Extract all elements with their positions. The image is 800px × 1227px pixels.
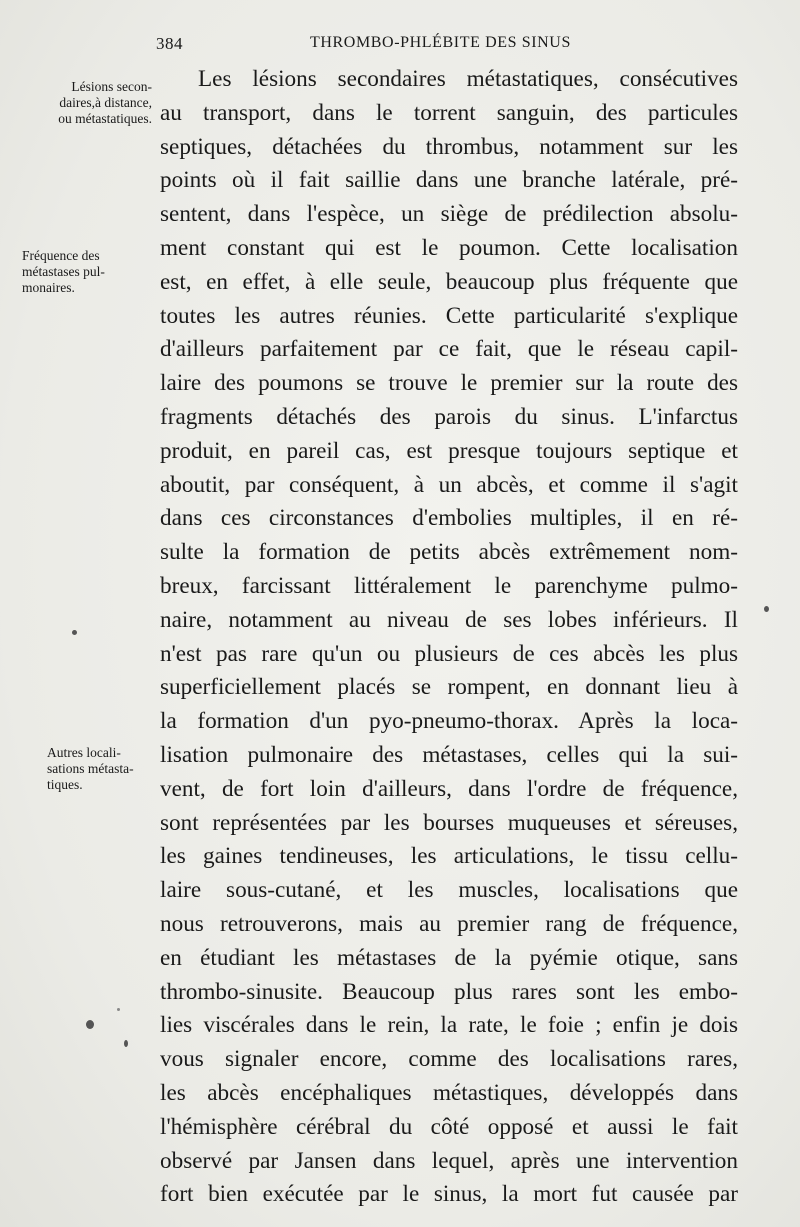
text-line: nous retrouverons, mais au premier rang de fréquence, — [160, 910, 738, 937]
body-paragraph — [160, 63, 738, 1212]
margin-note-line: daires,à distance, — [59, 95, 152, 110]
margin-note-line: Fréquence des — [22, 248, 100, 263]
margin-note-other-localisations — [47, 745, 175, 793]
page-number: 384 — [156, 34, 183, 53]
text-line: d'ailleurs parfaitement par ce fait, que le réseau capil- — [160, 336, 738, 363]
text-line: thrombo-sinusite. Beaucoup plus rares sont les embo- — [160, 978, 738, 1005]
text-line: lies viscérales dans le rein, la rate, le foie ; enfin je dois — [160, 1012, 738, 1039]
text-line: l'hémisphère cérébral du côté opposé et aussi le fait — [160, 1113, 738, 1140]
text-line: observé par Jansen dans lequel, après une intervention — [160, 1147, 738, 1174]
text-line: est, en effet, à elle seule, beaucoup plus fréquente que — [160, 268, 738, 295]
text-line: points où il fait saillie dans une branche latérale, pré- — [160, 167, 738, 194]
ink-speck — [124, 1040, 128, 1047]
text-line: lisation pulmonaire des métastases, celles qui la sui- — [160, 741, 738, 768]
text-line: toutes les autres réunies. Cette particularité s'explique — [160, 302, 738, 329]
ink-speck — [86, 1020, 94, 1029]
running-title: THROMBO-PHLÉBITE DES SINUS — [310, 34, 571, 51]
text-line: Les lésions secondaires métastatiques, consécutives — [198, 66, 738, 92]
margin-note-line: métastases pul- — [22, 264, 105, 279]
text-line: naire, notamment au niveau de ses lobes inférieurs. Il — [160, 606, 738, 633]
text-line: vous signaler encore, comme des localisations rares, — [160, 1046, 738, 1073]
margin-note-line: Lésions secon- — [71, 79, 152, 94]
text-line: laire sous-cutané, et les muscles, localisations que — [160, 877, 738, 904]
margin-note-line: sations métasta- — [47, 761, 134, 776]
text-line: aboutit, par conséquent, à un abcès, et comme il s'agit — [160, 471, 738, 498]
text-line: la formation d'un pyo-pneumo-thorax. Après la loca- — [160, 708, 738, 735]
text-line: vent, de fort loin d'ailleurs, dans l'ordre de fréquence, — [160, 775, 738, 802]
text-line: fragments détachés des parois du sinus. L'infarctus — [160, 403, 738, 430]
text-line: les abcès encéphaliques métastiques, développés dans — [160, 1079, 738, 1106]
text-line: sont représentées par les bourses muqueuses et séreuses, — [160, 809, 738, 836]
margin-note-line: ou métastatiques. — [58, 111, 152, 126]
ink-speck — [764, 606, 769, 612]
text-line: dans ces circonstances d'embolies multiples, il en ré- — [160, 505, 738, 532]
text-line: superficiellement placés se rompent, en donnant lieu à — [160, 674, 738, 701]
text-line: fort bien exécutée par le sinus, la mort fut causée par — [160, 1181, 738, 1208]
text-line: sentent, dans l'espèce, un siège de prédilection absolu- — [160, 201, 738, 228]
text-line: n'est pas rare qu'un ou plusieurs de ces abcès les plus — [160, 640, 738, 667]
text-line: les gaines tendineuses, les articulations, le tissu cellu- — [160, 843, 738, 870]
text-line: en étudiant les métastases de la pyémie otique, sans — [160, 944, 738, 971]
text-line: laire des poumons se trouve le premier sur la route des — [160, 370, 738, 397]
ink-speck — [72, 630, 77, 635]
text-line: septiques, détachées du thrombus, notamment sur les — [160, 133, 738, 160]
ink-speck — [117, 1008, 120, 1011]
text-line: au transport, dans le torrent sanguin, des particules — [160, 99, 738, 126]
text-line: breux, farcissant littéralement le parenchyme pulmo- — [160, 572, 738, 599]
margin-note-line: monaires. — [22, 280, 75, 295]
margin-note-line: tiques. — [47, 777, 83, 792]
margin-note-secondary-lesions — [24, 79, 152, 127]
margin-note-line: Autres locali- — [47, 745, 121, 760]
text-line: ment constant qui est le poumon. Cette localisation — [160, 234, 738, 261]
text-line: sulte la formation de petits abcès extrêmement nom- — [160, 539, 738, 566]
margin-note-pulmonary-frequency — [22, 248, 150, 296]
text-line: produit, en pareil cas, est presque toujours septique et — [160, 437, 738, 464]
